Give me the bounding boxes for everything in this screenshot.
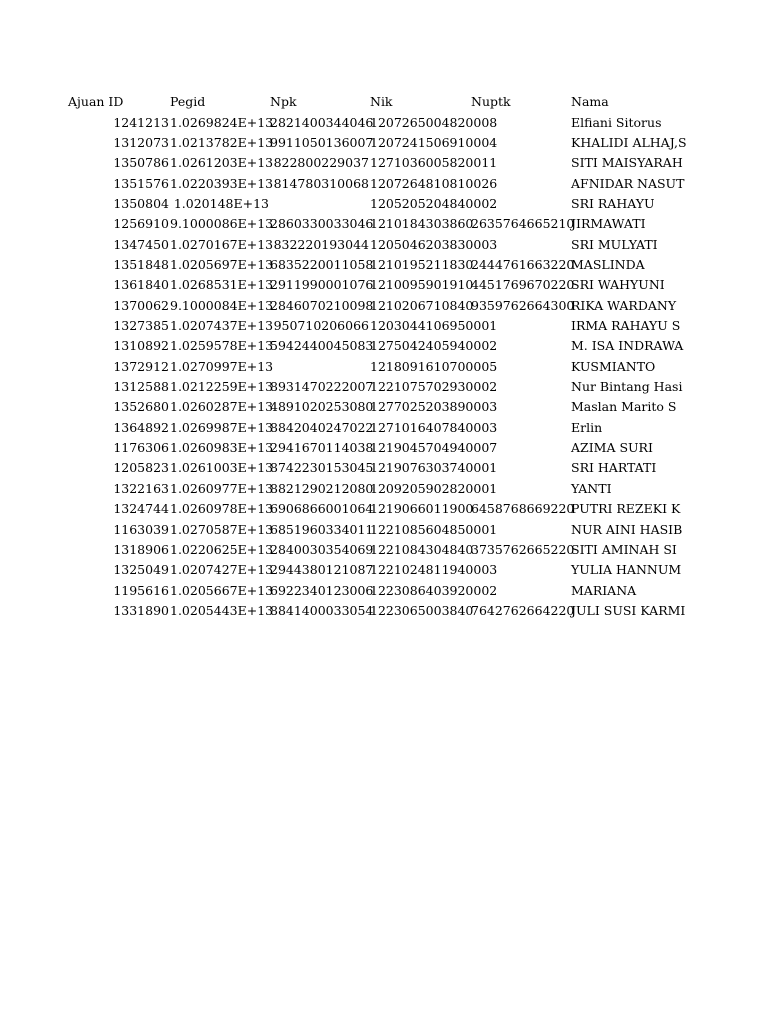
cell-ajuan-id[interactable]: 1352680: [113, 399, 169, 415]
header-row: [0, 93, 768, 113]
header-nik[interactable]: Nik: [370, 94, 393, 109]
cell-nama[interactable]: NUR AINI HASIB: [571, 521, 683, 537]
header-ajuan-id[interactable]: Ajuan ID: [68, 94, 124, 109]
table-row: [0, 500, 768, 520]
cell-ajuan-id[interactable]: 1364892: [113, 419, 169, 435]
cell-ajuan-id[interactable]: 1205823: [113, 460, 169, 476]
cell-ajuan-id[interactable]: 1256910: [113, 216, 169, 232]
cell-nuptk[interactable]: 3735762665220: [471, 541, 575, 557]
cell-nama[interactable]: SITI MAISYARAH: [571, 155, 683, 171]
cell-nik[interactable]: 1221075702930002: [370, 379, 498, 395]
cell-nama[interactable]: SRI WAHYUNI: [571, 277, 665, 293]
cell-ajuan-id[interactable]: 1325049: [113, 562, 169, 578]
cell-nik[interactable]: 1277025203890003: [370, 399, 498, 415]
table-row: [0, 256, 768, 276]
cell-nama[interactable]: YANTI: [571, 480, 612, 496]
cell-ajuan-id[interactable]: 1370062: [113, 297, 169, 313]
cell-nuptk[interactable]: [471, 521, 571, 541]
cell-npk[interactable]: 2944380121087: [270, 562, 374, 578]
cell-npk[interactable]: 2840030354069: [270, 541, 374, 557]
cell-nuptk[interactable]: [471, 398, 571, 418]
cell-ajuan-id[interactable]: 1318906: [113, 541, 169, 557]
cell-nama[interactable]: AZIMA SURI: [571, 440, 653, 456]
cell-pegid[interactable]: 1.0220625E+13: [170, 541, 274, 557]
cell-nama[interactable]: MASLINDA: [571, 256, 645, 272]
table-row: [0, 337, 768, 357]
cell-nik[interactable]: 1205046203830003: [370, 236, 498, 252]
cell-nik[interactable]: 1275042405940002: [370, 338, 498, 354]
cell-nama[interactable]: KHALIDI ALHAJ,S: [571, 134, 687, 150]
cell-nuptk[interactable]: [471, 378, 571, 398]
cell-nik[interactable]: 1210184303860: [370, 216, 474, 232]
cell-pegid[interactable]: 1.0260978E+13: [170, 501, 274, 517]
table-row: [0, 175, 768, 195]
table-row: [0, 195, 768, 215]
cell-nama[interactable]: Nur Bintang Hasi: [571, 379, 683, 395]
cell-nuptk[interactable]: [471, 317, 571, 337]
cell-ajuan-id[interactable]: 1195616: [113, 582, 169, 598]
cell-nuptk[interactable]: [471, 358, 571, 378]
cell-nik[interactable]: 1207241506910004: [370, 134, 498, 150]
cell-nuptk[interactable]: [471, 439, 571, 459]
cell-nuptk[interactable]: [471, 154, 571, 174]
cell-pegid[interactable]: 1.0268531E+13: [170, 277, 274, 293]
cell-ajuan-id[interactable]: 1327385: [113, 318, 169, 333]
table-row: [0, 541, 768, 561]
cell-npk[interactable]: 2941670114038: [270, 440, 374, 456]
cell-pegid[interactable]: 1.0205443E+13: [170, 602, 274, 618]
cell-nama[interactable]: SRI RAHAYU: [571, 195, 655, 211]
cell-nuptk[interactable]: 2444761663220: [471, 256, 575, 272]
cell-nuptk[interactable]: [471, 337, 571, 357]
cell-ajuan-id[interactable]: 1163039: [113, 521, 169, 537]
cell-nama[interactable]: Erlin: [571, 419, 603, 435]
cell-npk[interactable]: [270, 195, 370, 215]
cell-nama[interactable]: SRI HARTATI: [571, 460, 657, 476]
cell-nuptk[interactable]: [471, 195, 571, 215]
cell-nik[interactable]: 1223086403920002: [370, 582, 498, 598]
table-row: [0, 114, 768, 134]
cell-nik[interactable]: 1210206710840: [370, 297, 474, 313]
cell-npk[interactable]: 832220193044: [273, 236, 369, 252]
cell-nama[interactable]: KUSMIANTO: [571, 358, 656, 374]
cell-nik[interactable]: 1218091610700005: [370, 358, 498, 374]
cell-npk[interactable]: 6851960334011: [270, 521, 374, 537]
table-row: [0, 297, 768, 317]
cell-nama[interactable]: M. ISA INDRAWA: [571, 338, 684, 354]
cell-ajuan-id[interactable]: 1361840: [113, 277, 169, 293]
table-row: [0, 398, 768, 418]
cell-ajuan-id[interactable]: 1351848: [113, 256, 169, 272]
cell-nama[interactable]: YULIA HANNUM: [571, 562, 682, 578]
cell-npk[interactable]: 8842040247022: [270, 419, 374, 435]
cell-npk[interactable]: 4891020253080: [270, 399, 374, 415]
cell-nuptk[interactable]: [471, 582, 571, 602]
cell-nuptk[interactable]: [471, 134, 571, 154]
cell-npk[interactable]: 822800229037: [273, 155, 369, 171]
cell-nama[interactable]: MARIANA: [571, 582, 637, 598]
table-row: [0, 439, 768, 459]
cell-pegid[interactable]: 1.0207437E+13: [170, 318, 274, 333]
cell-nama[interactable]: RIKA WARDANY: [571, 297, 677, 313]
cell-pegid[interactable]: 1.0260977E+13: [170, 480, 274, 496]
cell-nama[interactable]: IRMA RAHAYU S: [571, 318, 681, 333]
table-row: [0, 215, 768, 235]
cell-pegid[interactable]: 1.0212259E+13: [170, 379, 274, 395]
table-row: [0, 154, 768, 174]
header-npk[interactable]: Npk: [270, 94, 297, 109]
cell-ajuan-id[interactable]: 1176306: [113, 440, 169, 456]
table-row: [0, 602, 768, 622]
cell-pegid[interactable]: 1.0260287E+13: [170, 399, 274, 415]
cell-nik[interactable]: 1203044106950001: [370, 318, 498, 333]
cell-pegid[interactable]: 9.1000086E+13: [170, 216, 274, 232]
cell-ajuan-id[interactable]: 1312073: [113, 134, 169, 150]
cell-npk[interactable]: 8931470222007: [270, 379, 374, 395]
cell-nuptk[interactable]: 6458768669220: [471, 501, 575, 517]
cell-nik[interactable]: 1221024811940003: [370, 562, 498, 578]
cell-nama[interactable]: AFNIDAR NASUT: [571, 175, 685, 191]
cell-npk[interactable]: 2911990001076: [270, 277, 374, 293]
cell-nama[interactable]: PUTRI REZEKI K: [571, 501, 681, 517]
cell-pegid[interactable]: 1.0269824E+13: [170, 114, 274, 130]
cell-nik[interactable]: 1210095901910: [370, 277, 474, 293]
table-row: [0, 358, 768, 378]
cell-ajuan-id[interactable]: 1351576: [113, 175, 169, 191]
cell-nuptk[interactable]: [471, 561, 571, 581]
table-row: [0, 276, 768, 296]
cell-nik[interactable]: 1223065003840: [370, 602, 474, 618]
cell-nik[interactable]: 1210195211830: [370, 256, 474, 272]
cell-npk[interactable]: 814780310068: [273, 175, 369, 191]
cell-nik[interactable]: 1219045704940007: [370, 440, 498, 456]
cell-npk[interactable]: 5942440045083: [270, 338, 374, 354]
cell-nuptk[interactable]: [471, 419, 571, 439]
cell-ajuan-id[interactable]: 1241213: [113, 114, 169, 130]
cell-nuptk[interactable]: [471, 114, 571, 134]
cell-nik[interactable]: 1221084304840: [370, 541, 474, 557]
cell-ajuan-id[interactable]: 1372912: [113, 358, 169, 374]
header-pegid[interactable]: Pegid: [170, 94, 206, 109]
cell-pegid[interactable]: 1.0207427E+13: [170, 562, 274, 578]
table-row: [0, 378, 768, 398]
cell-nama[interactable]: Maslan Marito S: [571, 399, 677, 415]
table-row: [0, 419, 768, 439]
cell-nuptk[interactable]: 4451769670220: [471, 277, 575, 293]
cell-ajuan-id[interactable]: 1347450: [113, 236, 169, 252]
cell-nik[interactable]: 1219066011900: [370, 501, 474, 517]
cell-ajuan-id[interactable]: 1324744: [113, 501, 169, 517]
cell-nik[interactable]: 1207265004820008: [370, 114, 498, 130]
cell-pegid[interactable]: 1.0259578E+13: [170, 338, 274, 354]
cell-nuptk[interactable]: [471, 480, 571, 500]
cell-nama[interactable]: Elfiani Sitorus: [571, 114, 662, 130]
table-row: [0, 480, 768, 500]
cell-pegid[interactable]: 9.1000084E+13: [170, 297, 274, 313]
header-nama[interactable]: Nama: [571, 94, 609, 109]
cell-npk[interactable]: 9911050136007: [270, 134, 374, 150]
table-row: [0, 317, 768, 337]
cell-pegid[interactable]: 1.0270167E+13: [170, 236, 274, 252]
cell-nama[interactable]: JULI SUSI KARMI: [571, 602, 686, 618]
cell-npk[interactable]: 6922340123006: [270, 582, 374, 598]
cell-pegid[interactable]: 1.0270997E+13: [170, 358, 274, 374]
cell-npk[interactable]: 2846070210098: [270, 297, 374, 313]
cell-npk[interactable]: 6835220011058: [270, 256, 374, 272]
cell-ajuan-id[interactable]: 1350786: [113, 155, 169, 171]
table-row: [0, 521, 768, 541]
cell-ajuan-id[interactable]: 1312588: [113, 379, 169, 395]
cell-npk[interactable]: 8841400033054: [270, 602, 374, 618]
cell-nama[interactable]: SITI AMINAH SI: [571, 541, 677, 557]
cell-nama[interactable]: SRI MULYATI: [571, 236, 658, 252]
table-row: [0, 582, 768, 602]
cell-pegid[interactable]: 1.0260983E+13: [170, 440, 274, 456]
cell-npk[interactable]: 6906866001064: [270, 501, 374, 517]
cell-pegid[interactable]: 1.0205697E+13: [170, 256, 274, 272]
cell-nik[interactable]: 1209205902820001: [370, 480, 498, 496]
cell-ajuan-id[interactable]: 1331890: [113, 602, 169, 618]
cell-npk[interactable]: [270, 358, 370, 378]
cell-pegid[interactable]: 1.0213782E+13: [170, 134, 274, 150]
cell-ajuan-id[interactable]: 1350804: [113, 195, 169, 211]
cell-nik[interactable]: 1221085604850001: [370, 521, 498, 537]
cell-pegid[interactable]: 1.0261003E+13: [170, 460, 274, 476]
cell-pegid[interactable]: 1.0205667E+13: [170, 582, 274, 598]
cell-npk[interactable]: 8821290212080: [270, 480, 374, 496]
cell-pegid[interactable]: 1.0261203E+13: [170, 155, 274, 171]
cell-nama[interactable]: JIRMAWATI: [571, 216, 646, 232]
table-row: [0, 134, 768, 154]
cell-nik[interactable]: 1271016407840003: [370, 419, 498, 435]
cell-pegid[interactable]: 1.0270587E+13: [170, 521, 274, 537]
cell-nuptk[interactable]: 2635764665210: [471, 216, 575, 232]
cell-ajuan-id[interactable]: 1322163: [113, 480, 169, 496]
cell-nik[interactable]: 1219076303740001: [370, 460, 498, 476]
table-row: [0, 236, 768, 256]
cell-nik[interactable]: 1271036005820011: [370, 155, 498, 171]
cell-pegid[interactable]: 1.0269987E+13: [170, 419, 274, 435]
cell-npk[interactable]: 2821400344046: [270, 114, 374, 130]
cell-npk[interactable]: 950710206066: [273, 318, 369, 333]
cell-nik[interactable]: 1205205204840002: [370, 195, 498, 211]
cell-nuptk[interactable]: 9359762664300: [471, 297, 575, 313]
cell-nuptk[interactable]: 7642762664220: [471, 602, 575, 618]
cell-npk[interactable]: 8742230153045: [270, 460, 374, 476]
cell-nuptk[interactable]: [471, 236, 571, 256]
cell-nuptk[interactable]: [471, 459, 571, 479]
cell-nik[interactable]: 1207264810810026: [370, 175, 498, 191]
cell-npk[interactable]: 2860330033046: [270, 216, 374, 232]
table-row: [0, 459, 768, 479]
table-row: [0, 561, 768, 581]
cell-pegid[interactable]: 1.0220393E+13: [170, 175, 274, 191]
header-nuptk[interactable]: Nuptk: [471, 94, 511, 109]
cell-pegid[interactable]: 1.020148E+13: [173, 195, 269, 211]
cell-ajuan-id[interactable]: 1310892: [113, 338, 169, 354]
cell-nuptk[interactable]: [471, 175, 571, 195]
